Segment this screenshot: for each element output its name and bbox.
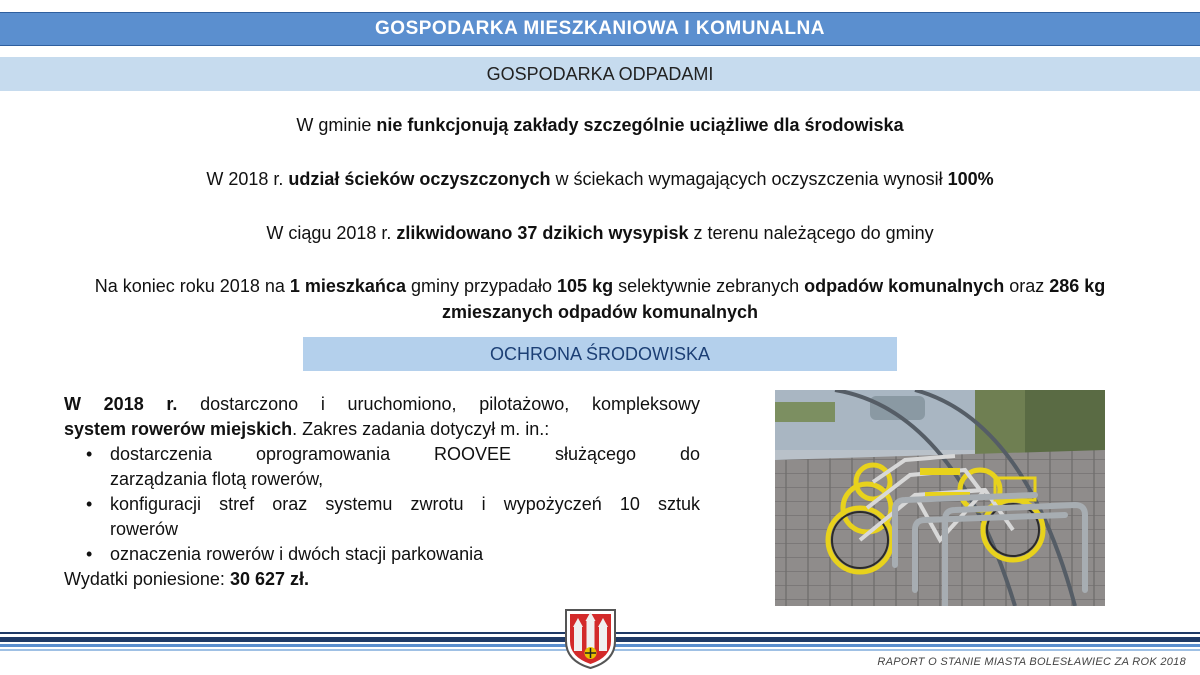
environment-banner [303,337,897,371]
main-title-banner [0,12,1200,46]
subtitle-banner [0,57,1200,91]
fact-4-highlight-c: odpadów komunalnych [804,276,1005,296]
city-bikes-photo [775,390,1105,606]
waste-fact-1 [0,112,1200,138]
fact-4-text-a: Na koniec roku 2018 na [94,276,290,296]
list-item-line: rowerów [110,519,179,539]
intro-year: W 2018 r. [64,394,178,414]
report-footer-title: RAPORT O STANIE MIASTA BOLESŁAWIEC ZA ROK 2018 [877,656,1186,668]
fact-2-text-b: w ściekach wymagających oczyszczenia wynosił [550,169,948,189]
scope-list [64,442,700,567]
intro-line-1 [64,392,700,417]
fact-4-highlight-b: 105 kg [557,276,614,296]
list-item [86,442,700,492]
fact-4-text-c: selektywnie zebranych [613,276,805,296]
main-title: GOSPODARKA MIESZKANIOWA I KOMUNALNA [375,18,825,39]
intro-text: dostarczono i uruchomiono, pilotażowo, kompleksowy [177,394,701,414]
expense-line [64,567,700,592]
expense-value: 30 627 zł. [229,569,309,589]
fact-3-highlight: zlikwidowano 37 dzikich wysypisk [396,223,689,243]
expense-label: Wydatki poniesione: [64,569,230,589]
subtitle: GOSPODARKA ODPADAMI [486,63,714,84]
fact-2-text-a: W 2018 r. [206,169,289,189]
bullet-icon: • [86,544,93,564]
bike-station-illustration [775,390,1105,606]
intro-line-2 [64,417,700,442]
bike-system-description [64,392,700,592]
intro-scope: . Zakres zadania dotyczył m. in.: [292,419,550,439]
waste-fact-3 [0,220,1200,246]
fact-4-highlight-e: zmieszanych odpadów komunalnych [441,302,759,322]
bullet-icon: • [86,444,93,464]
fact-4-highlight-d: 286 kg [1049,276,1106,296]
city-coat-of-arms-icon [563,607,618,670]
fact-4-text-d: oraz [1004,276,1050,296]
waste-fact-2 [0,166,1200,192]
list-item [86,492,700,542]
fact-4-text-b: gminy przypadało [405,276,558,296]
fact-3-text-b: z terenu należącego do gminy [688,223,934,243]
list-item [86,542,700,567]
fact-1-text: W gminie [296,115,377,135]
fact-1-highlight: nie funkcjonują zakłady szczególnie uciążliwe dla środowiska [376,115,904,135]
fact-4-highlight-a: 1 mieszkańca [289,276,406,296]
fact-2-highlight-a: udział ścieków oczyszczonych [288,169,551,189]
environment-title: OCHRONA ŚRODOWISKA [489,343,711,364]
fact-3-text-a: W ciągu 2018 r. [266,223,397,243]
intro-system: system rowerów miejskich [64,419,293,439]
list-item-line: konfiguracji stref oraz systemu zwrotu i wypożyczeń 10 sztuk [110,494,700,514]
list-item-line: oznaczenia rowerów i dwóch stacji parkowania [110,544,484,564]
fact-2-highlight-b: 100% [947,169,994,189]
waste-fact-4 [0,273,1200,325]
bullet-icon: • [86,494,93,514]
list-item-line: dostarczenia oprogramowania ROOVEE służącego do [110,444,700,464]
list-item-line: zarządzania flotą rowerów, [110,469,324,489]
